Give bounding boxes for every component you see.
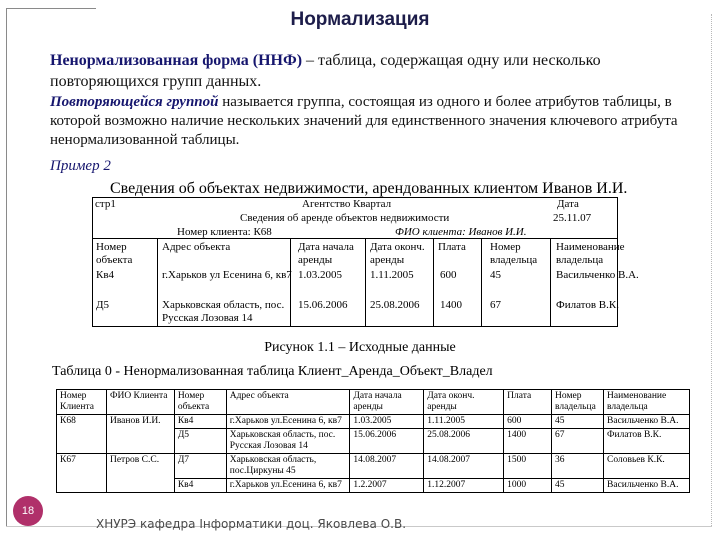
cell-owner-name: Филатов В.К. [604,429,690,454]
cell-fee: 1400 [504,429,552,454]
cell-end-date: 14.08.2007 [424,454,504,479]
cell-object-no: Д7 [174,454,226,479]
cell-fee: 600 [504,415,552,429]
figure-cell-end: 25.08.2006 [370,299,420,311]
cell-object-no: Д5 [174,429,226,454]
figure-heading: Сведения об объектах недвижимости, арендованных клиентом Иванов И.И. [110,180,628,197]
figure-agency: Агентство Квартал [302,198,392,210]
figure-header-owner-name: Наименование владельца [556,241,625,266]
table-row [57,415,690,429]
cell-start-date: 15.06.2006 [350,429,424,454]
header-cell: Номер владельца [552,390,604,415]
figure-cell-address: Харьковская область, пос. Русская Лозовая 14 [162,299,285,324]
cell-address: г.Харьков ул.Есенина 6, кв7 [226,415,350,429]
figure-cell-end: 1.11.2005 [370,269,414,281]
cell-object-no: Кв4 [174,479,226,493]
unnormalized-table [56,389,690,493]
figure-cell-object: Д5 [96,299,110,311]
cell-address: г.Харьков ул.Есенина 6, кв7 [226,479,350,493]
cell-owner-no: 36 [552,454,604,479]
figure-header-address: Адрес объекта [162,241,231,253]
figure-client-name: ФИО клиента: Иванов И.И. [395,226,527,238]
figure-subtitle: Сведения об аренде объектов недвижимости [240,212,450,224]
cell-client-name: Петров С.С. [106,454,174,493]
header-cell: ФИО Клиента [106,390,174,415]
figure-rule [92,238,618,239]
figure-cell-fee: 1400 [440,299,462,311]
cell-object-no: Кв4 [174,415,226,429]
header-cell: Наименование владельца [604,390,690,415]
figure-date-value: 25.11.07 [553,212,592,224]
table-caption: Таблица 0 - Ненормализованная таблица Клиент_Аренда_Объект_Владел [52,364,493,379]
figure-page-label: стр1 [95,198,116,210]
cell-start-date: 1.2.2007 [350,479,424,493]
figure-cell-address: г.Харьков ул Есенина 6, кв7 [162,269,292,281]
figure-col-divider [550,238,551,327]
figure-cell-owner-no: 45 [490,269,501,281]
cell-address: Харьковская область, пос. Русская Лозовая 14 [226,429,350,454]
slide-title: Нормализация [290,9,430,30]
cell-owner-no: 45 [552,415,604,429]
figure-header-fee: Плата [438,241,466,253]
slide-frame-left [6,8,7,526]
footer-text: ХНУРЭ кафедра Інформатики доц. Яковлева О.В. [96,517,407,531]
figure-header-end-date: Дата оконч. аренды [370,241,425,266]
group-definition-text: называется группа, состоящая из одного и более атрибутов таблицы, в которой возможно наличие нескольких значений для единственного значения ключевого атрибута ненормализованной таблицы. [50,94,678,148]
header-cell: Дата начала аренды [350,390,424,415]
cell-owner-name: Васильченко В.А. [604,415,690,429]
header-cell: Адрес объекта [226,390,350,415]
header-cell: Плата [504,390,552,415]
header-cell: Номер Клиента [57,390,107,415]
cell-owner-name: Соловьев К.К. [604,454,690,479]
figure-cell-owner-name: Филатов В.К. [556,299,619,311]
cell-end-date: 25.08.2006 [424,429,504,454]
page-number-badge: 18 [13,496,43,526]
example-label: Пример 2 [50,158,111,174]
figure-caption: Рисунок 1.1 – Исходные данные [264,340,456,355]
cell-address: Харьковская область, пос.Циркуны 45 [226,454,350,479]
figure-header-start-date: Дата начала аренды [298,241,354,266]
cell-owner-no: 67 [552,429,604,454]
definition-text: – таблица, содержащая одну или несколько повторяющихся групп данных. [50,52,601,90]
source-form-figure [92,197,639,327]
figure-cell-object: Кв4 [96,269,115,281]
table-row [57,454,690,479]
cell-owner-no: 45 [552,479,604,493]
figure-cell-owner-no: 67 [490,299,501,311]
figure-date-label: Дата [557,198,579,210]
cell-fee: 1500 [504,454,552,479]
header-cell: Дата оконч. аренды [424,390,504,415]
definition-term: Ненормализованная форма (ННФ) [50,52,303,69]
cell-fee: 1000 [504,479,552,493]
cell-owner-name: Васильченко В.А. [604,479,690,493]
cell-client-no: К67 [57,454,107,493]
figure-cell-start: 1.03.2005 [298,269,342,281]
definition-paragraph [50,50,695,92]
cell-client-name: Иванов И.И. [106,415,174,454]
figure-cell-start: 15.06.2006 [298,299,348,311]
figure-col-divider [481,238,482,327]
group-definition-paragraph [50,93,700,150]
cell-end-date: 1.11.2005 [424,415,504,429]
cell-end-date: 1.12.2007 [424,479,504,493]
figure-header-owner-no: Номер владельца [490,241,538,266]
figure-col-divider [157,238,158,327]
figure-client-number: Номер клиента: К68 [177,226,272,238]
figure-cell-owner-name: Васильченко В.А. [556,269,639,281]
cell-start-date: 14.08.2007 [350,454,424,479]
figure-cell-fee: 600 [440,269,457,281]
cell-start-date: 1.03.2005 [350,415,424,429]
cell-client-no: К68 [57,415,107,454]
slide-frame-right [711,14,712,526]
table-header-row [57,390,690,415]
group-definition-term: Повторяющейся группой [50,94,219,110]
figure-header-object-no: Номер объекта [96,241,133,266]
header-cell: Номер объекта [174,390,226,415]
